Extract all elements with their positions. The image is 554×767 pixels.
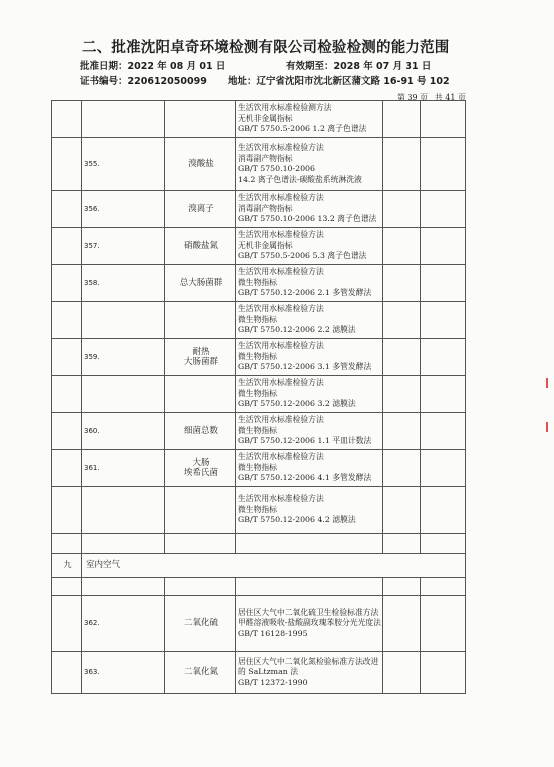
empty-cell [421,534,466,554]
table-row [52,596,466,652]
method-line: 无机非金属指标 [238,113,293,123]
item-number-text: 358. [84,278,100,287]
margin-mark [546,378,548,388]
section-label: 室内空气 [82,554,466,578]
method-line: GB/T 5750.12-2006 2.1 多管发酵法 [238,288,372,298]
limit-cell [383,413,421,450]
table-row [52,450,466,487]
method-cell [236,596,383,652]
remark-cell [421,138,466,191]
remark-cell [421,413,466,450]
item-number [82,450,165,487]
limit-cell [383,339,421,376]
method-line: 生活饮用水标准检验方法 [238,304,324,314]
method-cell [236,302,383,339]
section-row [52,554,466,578]
remark-cell [421,228,466,265]
certificate-number: 证书编号：220612050099 [80,76,207,87]
method-line: GB/T 5750.12-2006 3.1 多管发酵法 [238,362,372,372]
table-row [52,191,466,228]
method-line: GB/T 5750.12-2006 4.2 滤膜法 [238,515,356,525]
table-row [52,101,466,138]
method-line: GB/T 5750.5-2006 5.3 离子色谱法 [238,251,367,261]
method-line: 微生物指标 [238,314,277,324]
method-line: 微生物指标 [238,462,277,472]
method-cell [236,228,383,265]
item-number-text: 361. [84,463,100,472]
item-number [82,265,165,302]
method-cell [236,265,383,302]
method-line: 生活饮用水标准检验方法 [238,143,324,152]
empty-cell [82,578,165,596]
item-number-text: 357. [84,241,100,250]
limit-cell [383,302,421,339]
limit-cell [383,596,421,652]
table-row [52,339,466,376]
item-number [82,596,165,652]
method-line: GB/T 5750.10-2006 [238,164,315,173]
method-line: GB/T 5750.10-2006 13.2 离子色谱法 [238,214,377,224]
limit-cell [383,652,421,694]
method-line: GB/T 16128-1995 [238,628,308,638]
method-cell [236,101,383,138]
method-line: 微生物指标 [238,425,277,435]
method-line: 生活饮用水标准检验方法 [238,494,324,504]
limit-cell [383,265,421,302]
remark-cell [421,652,466,694]
parameter-name: 总大肠菌群 [165,265,236,302]
item-number [82,339,165,376]
category-cell [52,228,82,265]
item-number [82,376,165,413]
method-cell [236,450,383,487]
method-line: 生活饮用水标准检验方法 [238,415,324,425]
empty-cell [421,578,466,596]
category-cell [52,652,82,694]
method-line: GB/T 5750.5-2006 1.2 离子色谱法 [238,124,367,134]
remark-cell [421,376,466,413]
method-cell [236,191,383,228]
method-cell [236,138,383,191]
remark-cell [421,596,466,652]
method-line: 微生物指标 [238,277,277,287]
parameter-name [165,302,236,339]
method-line: 微生物指标 [238,388,277,398]
category-cell [52,191,82,228]
table-row [52,265,466,302]
parameter-name: 二氧化氮 [165,652,236,694]
limit-cell [383,191,421,228]
parameter-name: 二氧化硫 [165,596,236,652]
valid-until: 有效期至：2028 年 07 月 31 日 [286,61,432,72]
category-cell [52,101,82,138]
method-line: GB/T 5750.12-2006 1.1 平皿计数法 [238,436,372,446]
item-number [82,101,165,138]
remark-cell [421,191,466,228]
item-number [82,302,165,339]
method-line: 微生物指标 [238,504,277,514]
method-line: 微生物指标 [238,351,277,361]
category-cell [52,339,82,376]
section-number: 九 [52,554,82,578]
item-number-text: 355. [84,159,100,168]
limit-cell [383,138,421,191]
remark-cell [421,265,466,302]
empty-cell [82,534,165,554]
limit-cell [383,450,421,487]
empty-cell [52,534,82,554]
parameter-name: 溴酸盐 [165,138,236,191]
margin-mark [546,422,548,432]
method-line: 消毒副产物指标 [238,203,293,213]
item-number-text: 356. [84,204,100,213]
category-cell [52,376,82,413]
table-row [52,302,466,339]
method-cell [236,487,383,534]
approve-date: 批准日期：2022 年 08 月 01 日 [80,61,226,72]
empty-cell [383,534,421,554]
category-cell [52,265,82,302]
empty-cell [165,578,236,596]
parameter-name: 硝酸盐氮 [165,228,236,265]
method-line: GB/T 12372-1990 [238,677,308,687]
method-cell [236,376,383,413]
parameter-name: 大肠 埃希氏菌 [165,450,236,487]
category-cell [52,138,82,191]
item-number [82,652,165,694]
empty-cell [52,578,82,596]
empty-cell [383,578,421,596]
method-line: GB/T 5750.12-2006 3.2 滤膜法 [238,399,356,409]
address: 地址：辽宁省沈阳市沈北新区蒲文路 16-91 号 102 [228,76,450,87]
method-line: 14.2 离子色谱法-碳酸盐系统淋洗液 [238,174,362,184]
item-number-text: 360. [84,426,100,435]
method-cell [236,339,383,376]
parameter-name [165,101,236,138]
category-cell [52,302,82,339]
item-number-text: 362. [84,619,100,628]
page-title: 二、批准沈阳卓奇环境检测有限公司检验检测的能力范围 [82,40,450,56]
remark-cell [421,302,466,339]
remark-cell [421,487,466,534]
method-line: 消毒副产物指标 [238,153,293,163]
empty-cell [236,578,383,596]
method-line: GB/T 5750.12-2006 4.1 多管发酵法 [238,473,372,483]
item-number-text: 359. [84,352,100,361]
method-line: 无机非金属指标 [238,240,293,250]
table-row [52,138,466,191]
page-total: 共 41 页 [434,93,466,102]
empty-cell [165,534,236,554]
parameter-name: 溴离子 [165,191,236,228]
parameter-name: 细菌总数 [165,413,236,450]
category-cell [52,450,82,487]
limit-cell [383,376,421,413]
item-number [82,413,165,450]
item-number-text: 363. [84,668,100,677]
method-line: 生活饮用水标准检验方法 [238,267,324,277]
method-cell [236,652,383,694]
table-row [52,652,466,694]
parameter-name [165,487,236,534]
limit-cell [383,101,421,138]
item-number [82,487,165,534]
empty-cell [236,534,383,554]
method-line: 生活饮用水标准检验方法 [238,193,324,203]
limit-cell [383,228,421,265]
table-row [52,376,466,413]
parameter-name: 耐热 大肠菌群 [165,339,236,376]
method-cell [236,413,383,450]
method-line: 生活饮用水标准检验方法 [238,378,324,388]
table-row [52,413,466,450]
table-row [52,228,466,265]
capability-table [51,100,466,694]
remark-cell [421,450,466,487]
item-number [82,191,165,228]
method-line: 生活饮用水标准检验方法 [238,230,324,240]
category-cell [52,596,82,652]
method-line: GB/T 5750.12-2006 2.2 滤膜法 [238,325,356,335]
table-row [52,534,466,554]
method-line: 生活饮用水标准检验方法 [238,341,324,351]
method-line: 居住区大气中二氧化硫卫生检验标准方法 甲醛溶液吸收-盐酸副玫瑰苯胺分光光度法 [238,607,381,628]
method-line: 生活饮用水标准检验测方法 [238,103,332,113]
method-line: 生活饮用水标准检验方法 [238,452,324,462]
category-cell [52,487,82,534]
table-row [52,487,466,534]
table-row [52,578,466,596]
item-number [82,138,165,191]
category-cell [52,413,82,450]
limit-cell [383,487,421,534]
method-line: 居住区大气中二氧化氮检验标准方法改进的 SaLtzman 法 [238,656,379,677]
remark-cell [421,339,466,376]
parameter-name [165,376,236,413]
remark-cell [421,101,466,138]
page-current: 第 39 页 [396,93,429,102]
item-number [82,228,165,265]
